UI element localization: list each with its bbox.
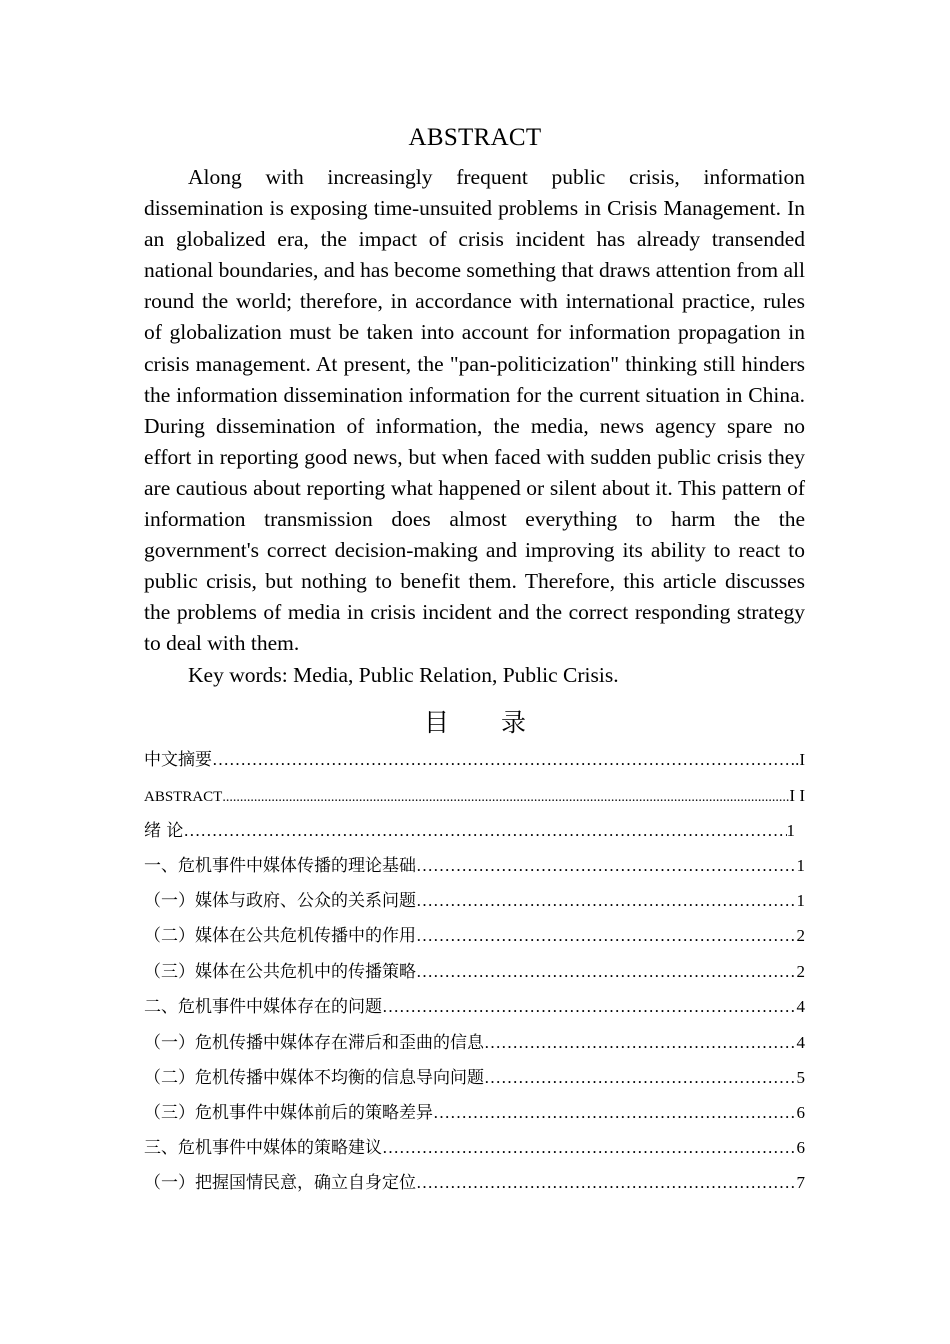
- toc-entry[interactable]: [144, 1128, 805, 1158]
- abstract-keywords: Key words: Media, Public Relation, Public Crisis.: [188, 662, 619, 687]
- toc-entry-label: 绪 论: [144, 821, 184, 841]
- toc-entry-page: 4: [796, 1033, 805, 1052]
- toc-entry-label: （一）危机传播中媒体存在滞后和歪曲的信息: [144, 1033, 484, 1053]
- abstract-text: [144, 162, 805, 691]
- toc-entry[interactable]: [144, 1093, 805, 1123]
- toc-entry-label: ABSTRACT: [144, 789, 223, 805]
- toc-entry[interactable]: [144, 881, 805, 911]
- toc-entry-label: 一、危机事件中媒体传播的理论基础: [144, 856, 416, 876]
- toc-entry[interactable]: [144, 1023, 805, 1053]
- toc-entry-page: 2: [796, 926, 805, 945]
- toc-entry-label: （二）媒体在公共危机传播中的作用: [144, 926, 416, 946]
- toc-leader-dots: [416, 1173, 797, 1193]
- toc-entry-page: 1: [796, 891, 805, 910]
- toc-entry-page: .I: [795, 750, 805, 769]
- toc-leader-dots: [212, 750, 795, 770]
- toc-leader-dots: [484, 1068, 797, 1088]
- toc-leader-dots: [416, 962, 797, 982]
- abstract-title: ABSTRACT: [408, 124, 542, 151]
- toc-entry-label: （一）把握国情民意，确立自身定位: [144, 1173, 416, 1193]
- toc-entry-page: 7: [796, 1173, 805, 1192]
- toc-leader-dots: [433, 1103, 797, 1123]
- toc-entry-label: 中文摘要: [144, 750, 212, 770]
- toc-leader-dots: [382, 1138, 797, 1158]
- toc-leader-dots: [382, 997, 797, 1017]
- toc-entry[interactable]: [144, 740, 805, 770]
- toc-entry-page: 1: [796, 856, 805, 875]
- toc-entry-page: 4: [796, 997, 805, 1016]
- toc-entry[interactable]: [144, 916, 805, 946]
- toc-entry-page: 1: [786, 821, 795, 840]
- abstract-body: Along with increasingly frequent public crisis, information dissemination is exposing time-unsuited problems in Crisis Management. In an globalized era, the impact of crisis incident has already transended national boundaries, and has become something that draws attention from all round the world; therefore, in accordance with international practice, rules of globalization must be taken into account for information propagation in crisis management. At present, the "pan-politicization" thinking still hinders the information dissemination information for the current situation in China. During dissemination of information, the media, news agency spare no effort in reporting good news, but when faced with sudden public crisis they are cautious about reporting what happened or silent about it. This pattern of information transmission does almost everything to harm the the government's correct decision-making and improving its ability to react to public crisis, but nothing to benefit them. Therefore, this article discusses the problems of media in crisis incident and the correct responding strategy to deal with them.: [144, 165, 805, 656]
- toc-entry[interactable]: [144, 811, 795, 841]
- toc-entry[interactable]: [144, 776, 805, 806]
- toc-leader-dots: [416, 856, 797, 876]
- toc-leader-dots: [222, 790, 789, 806]
- toc-leader-dots: [416, 926, 797, 946]
- toc-entry[interactable]: [144, 1058, 805, 1088]
- toc-entry-label: 二、危机事件中媒体存在的问题: [144, 997, 382, 1017]
- toc-entry-page: 6: [796, 1103, 805, 1122]
- toc-entry-page: 6: [796, 1138, 805, 1157]
- toc-entry-label: （一）媒体与政府、公众的关系问题: [144, 891, 416, 911]
- toc-entry-label: （二）危机传播中媒体不均衡的信息导向问题: [144, 1068, 484, 1088]
- toc-title: 目 录: [424, 708, 548, 737]
- toc-entry-label: 三、危机事件中媒体的策略建议: [144, 1138, 382, 1158]
- toc-leader-dots: [484, 1033, 797, 1053]
- toc-entry-page: I I: [789, 786, 805, 805]
- toc-entry[interactable]: [144, 1163, 805, 1193]
- toc-entry-page: 5: [796, 1068, 805, 1087]
- toc-entry-label: （三）危机事件中媒体前后的策略差异: [144, 1103, 433, 1123]
- toc-leader-dots: [183, 821, 786, 841]
- toc-leader-dots: [416, 891, 797, 911]
- toc-entry[interactable]: [144, 846, 805, 876]
- toc-entry[interactable]: [144, 987, 805, 1017]
- toc-entry-page: 2: [796, 962, 805, 981]
- toc-entry[interactable]: [144, 952, 805, 982]
- toc-entry-label: （三）媒体在公共危机中的传播策略: [144, 962, 416, 982]
